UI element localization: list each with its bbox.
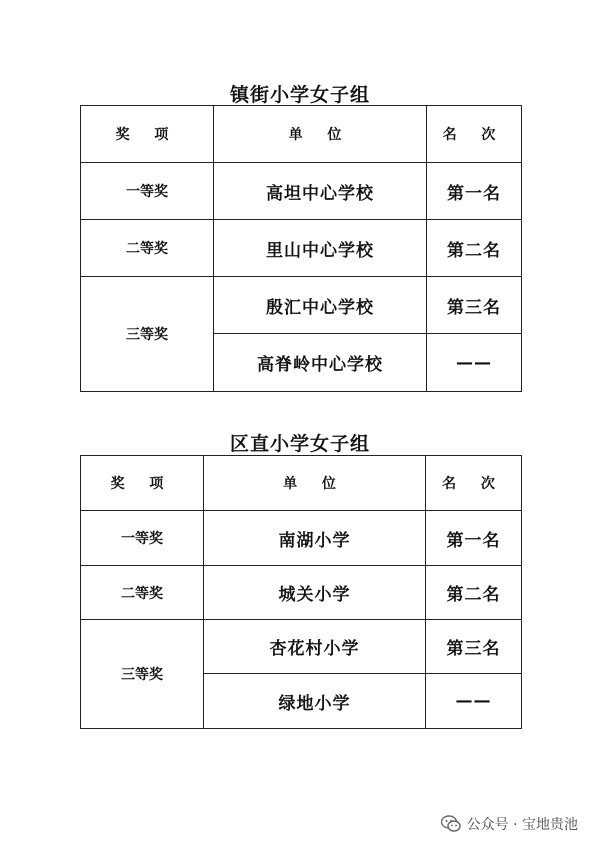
wechat-icon — [441, 815, 461, 833]
header-unit: 单 位 — [214, 106, 427, 163]
unit-cell: 城关小学 — [204, 566, 426, 620]
header-unit: 单 位 — [204, 456, 426, 511]
section-title-district: 区直小学女子组 — [229, 433, 370, 455]
rank-cell: 第三名 — [426, 620, 522, 674]
table-row — [81, 511, 522, 566]
watermark — [441, 814, 578, 834]
watermark-text: 公众号 · 宝地贵池 — [466, 817, 578, 833]
prize-cell: 二等奖 — [81, 566, 204, 620]
header-rank: 名 次 — [427, 106, 522, 163]
unit-cell: 绿地小学 — [204, 674, 426, 729]
prize-cell: 三等奖 — [81, 277, 214, 392]
header-prize: 奖 项 — [81, 106, 214, 163]
rank-cell: 第二名 — [427, 220, 522, 277]
table-row — [81, 277, 522, 334]
rank-cell: 第一名 — [426, 511, 522, 566]
unit-cell: 高坦中心学校 — [214, 163, 427, 220]
header-rank: 名 次 — [426, 456, 522, 511]
rank-cell: 第三名 — [427, 277, 522, 334]
table-header-row — [81, 456, 522, 511]
table-row — [81, 620, 522, 674]
prize-cell: 三等奖 — [81, 620, 204, 729]
rank-cell: 第二名 — [426, 566, 522, 620]
table-row — [81, 163, 522, 220]
unit-cell: 南湖小学 — [204, 511, 426, 566]
header-prize: 奖 项 — [81, 456, 204, 511]
prize-cell: 一等奖 — [81, 163, 214, 220]
rank-cell: —— — [426, 674, 522, 729]
table-row — [81, 220, 522, 277]
prize-cell: 一等奖 — [81, 511, 204, 566]
prize-cell: 二等奖 — [81, 220, 214, 277]
unit-cell: 杏花村小学 — [204, 620, 426, 674]
rank-cell: 第一名 — [427, 163, 522, 220]
section-title-town: 镇街小学女子组 — [229, 84, 370, 106]
rank-cell: —— — [427, 334, 522, 392]
award-table-town — [80, 105, 522, 392]
award-table-district — [80, 455, 522, 729]
unit-cell: 殷汇中心学校 — [214, 277, 427, 334]
unit-cell: 高脊岭中心学校 — [214, 334, 427, 392]
table-row — [81, 566, 522, 620]
unit-cell: 里山中心学校 — [214, 220, 427, 277]
table-header-row — [81, 106, 522, 163]
